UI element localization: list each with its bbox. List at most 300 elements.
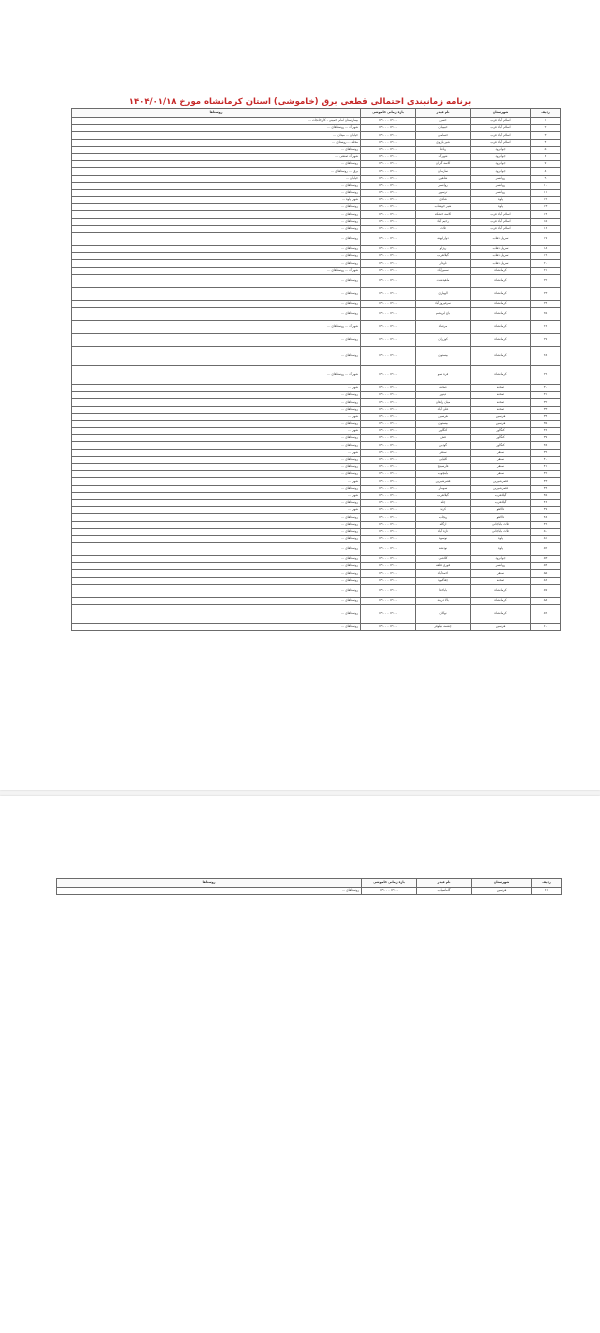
cell-city: سنقر	[471, 464, 531, 471]
cell-feeder: باغ ابریشم	[416, 307, 471, 320]
cell-city: پاوه	[471, 543, 531, 556]
cell-feeder: سمیرآباد	[416, 267, 471, 274]
cell-city: جوانرود	[471, 153, 531, 160]
cell-feeder: نوکان	[416, 605, 471, 624]
cell-city: سرپل ذهاب	[471, 253, 531, 260]
cell-feeder: بیستون	[416, 346, 471, 365]
cell-areas: روستاهای ...	[72, 563, 361, 570]
cell-city: روانسر	[471, 189, 531, 196]
table-row	[72, 118, 561, 125]
table-row	[72, 471, 561, 478]
cell-feeder: علی آباد	[416, 406, 471, 413]
cell-city: هرسین	[471, 413, 531, 420]
cell-feeder: ریژاو	[416, 246, 471, 253]
cell-time: ۱۳:۰۰ - ۱۴:۰۰	[361, 346, 416, 365]
cell-time: ۱۳:۰۰ - ۱۴:۰۰	[361, 287, 416, 300]
cell-city: صحنه	[471, 406, 531, 413]
cell-row-number: ۸	[531, 168, 561, 175]
table-row	[72, 204, 561, 211]
cell-areas: روستاهای ...	[72, 225, 361, 232]
cell-time: ۱۳:۰۰ - ۱۴:۰۰	[361, 499, 416, 506]
cell-row-number: ۳۱	[531, 392, 561, 399]
cell-feeder: کرند	[416, 507, 471, 514]
cell-city: صحنه	[471, 577, 531, 584]
cell-feeder: کاسه گران	[416, 161, 471, 168]
cell-areas: شهرک ... روستاهای ...	[72, 365, 361, 384]
table-row	[72, 563, 561, 570]
cell-time: ۱۳:۰۰ - ۱۴:۰۰	[361, 492, 416, 499]
cell-areas: روستاهای ...	[72, 485, 361, 492]
cell-city: سرپل ذهاب	[471, 233, 531, 246]
cell-city: دالاهو	[471, 514, 531, 521]
cell-city: ثلاث باباجانی	[471, 528, 531, 535]
table-row	[72, 597, 561, 604]
cell-city: پاوه	[471, 204, 531, 211]
table-row	[72, 485, 561, 492]
cell-city: کنگاور	[471, 428, 531, 435]
cell-feeder: بیستون	[416, 420, 471, 427]
cell-city: کرمانشاه	[471, 267, 531, 274]
cell-feeder: رحیم آباد	[416, 218, 471, 225]
cell-row-number: ۵۹	[531, 605, 561, 624]
cell-time: ۱۳:۰۰ - ۱۴:۰۰	[361, 556, 416, 563]
cell-time: ۱۳:۰۰ - ۱۴:۰۰	[361, 175, 416, 182]
cell-row-number: ۱۷	[531, 233, 561, 246]
cell-areas: شهر ...	[72, 449, 361, 456]
cell-row-number: ۱۴	[531, 211, 561, 218]
cell-row-number: ۶	[531, 153, 561, 160]
cell-areas: شهرک ... روستاهای ...	[72, 320, 361, 333]
cell-feeder: کلاشی	[416, 556, 471, 563]
cell-row-number: ۳۵	[531, 420, 561, 427]
table-row	[72, 274, 561, 287]
cell-areas: روستاهای ...	[72, 300, 361, 307]
table-row	[72, 584, 561, 597]
cell-city: کرمانشاه	[471, 365, 531, 384]
cell-areas: شهرک صنعتی ...	[72, 153, 361, 160]
table-row	[72, 333, 561, 346]
cell-areas: روستاهای ...	[72, 333, 361, 346]
cell-city: کرمانشاه	[471, 300, 531, 307]
cell-row-number: ۴۸	[531, 514, 561, 521]
cell-time: ۱۳:۰۰ - ۱۴:۰۰	[361, 597, 416, 604]
cell-city: جوانرود	[471, 146, 531, 153]
table-row	[72, 624, 561, 631]
cell-time: ۱۳:۰۰ - ۱۴:۰۰	[361, 118, 416, 125]
cell-feeder: ماهیدشت	[416, 274, 471, 287]
cell-city: صحنه	[471, 384, 531, 391]
table-row	[72, 253, 561, 260]
cell-time: ۱۳:۰۰ - ۱۴:۰۰	[361, 570, 416, 577]
cell-row-number: ۳۳	[531, 406, 561, 413]
cell-city: سنقر	[471, 449, 531, 456]
cell-feeder: گیلانغرب	[416, 492, 471, 499]
cell-feeder: حبیبیان	[416, 125, 471, 132]
cell-time: ۱۳:۰۰ - ۱۴:۰۰	[361, 514, 416, 521]
cell-feeder: مرصاد	[416, 320, 471, 333]
cell-row-number: ۱۶	[531, 225, 561, 232]
cell-areas: روستاهای ...	[72, 521, 361, 528]
cell-row-number: ۵۰	[531, 528, 561, 535]
table-row	[72, 182, 561, 189]
cell-city: کرمانشاه	[471, 584, 531, 597]
table-row	[72, 413, 561, 420]
table-row	[72, 161, 561, 168]
table-row	[72, 577, 561, 584]
cell-time: ۱۳:۰۰ - ۱۴:۰۰	[361, 333, 416, 346]
document-page-2	[0, 796, 600, 1333]
cell-areas: روستاهای ...	[72, 556, 361, 563]
header-feeder: نام فیدر	[417, 879, 472, 888]
header-city: شهرستان	[472, 879, 532, 888]
cell-time: ۱۳:۰۰ - ۱۴:۰۰	[361, 543, 416, 556]
cell-row-number: ۲۹	[531, 365, 561, 384]
table-row	[72, 521, 561, 528]
table-row	[72, 435, 561, 442]
table-row	[72, 218, 561, 225]
cell-areas: روستاهای ...	[72, 442, 361, 449]
cell-time: ۱۳:۰۰ - ۱۴:۰۰	[361, 478, 416, 485]
cell-city: صحنه	[471, 392, 531, 399]
cell-time: ۱۳:۰۰ - ۱۴:۰۰	[361, 413, 416, 420]
cell-row-number: ۵۵	[531, 570, 561, 577]
schedule-table-continued	[56, 878, 562, 895]
table-row	[72, 189, 561, 196]
cell-areas: روستاهای ...	[72, 246, 361, 253]
cell-time: ۱۳:۰۰ - ۱۴:۰۰	[361, 406, 416, 413]
table-row	[72, 287, 561, 300]
cell-time: ۱۳:۰۰ - ۱۴:۰۰	[361, 392, 416, 399]
cell-time: ۱۳:۰۰ - ۱۴:۰۰	[361, 485, 416, 492]
cell-areas: روستاهای ...	[72, 218, 361, 225]
cell-time: ۱۳:۰۰ - ۱۴:۰۰	[361, 399, 416, 406]
cell-city: هرسین	[472, 888, 532, 895]
cell-row-number: ۱۳	[531, 204, 561, 211]
cell-feeder: قره سو	[416, 365, 471, 384]
cell-time: ۱۳:۰۰ - ۱۴:۰۰	[361, 420, 416, 427]
table-row	[72, 139, 561, 146]
header-time: بازه زمانی خاموشی	[362, 879, 417, 888]
cell-row-number: ۱۱	[531, 189, 561, 196]
table-row	[72, 246, 561, 253]
cell-row-number: ۹	[531, 175, 561, 182]
cell-row-number: ۷	[531, 161, 561, 168]
cell-areas: روستاهای ...	[72, 570, 361, 577]
cell-time: ۱۳:۰۰ - ۱۴:۰۰	[361, 267, 416, 274]
cell-time: ۱۳:۰۰ - ۱۴:۰۰	[361, 563, 416, 570]
cell-areas: شهر پاوه ...	[72, 197, 361, 204]
cell-areas: روستاهای ...	[72, 435, 361, 442]
cell-time: ۱۳:۰۰ - ۱۴:۰۰	[361, 365, 416, 384]
cell-feeder: کلیایی	[416, 456, 471, 463]
cell-city: گیلانغرب	[471, 492, 531, 499]
cell-areas: شهر ...	[72, 507, 361, 514]
cell-row-number: ۱۸	[531, 246, 561, 253]
cell-city: سرپل ذهاب	[471, 260, 531, 267]
table-row	[72, 320, 561, 333]
table-row	[72, 499, 561, 506]
cell-feeder: حسامی	[416, 132, 471, 139]
cell-row-number: ۳۸	[531, 442, 561, 449]
cell-feeder: ریجاب	[416, 514, 471, 521]
table-row	[72, 346, 561, 365]
cell-row-number: ۵۳	[531, 556, 561, 563]
header-time: بازه زمانی خاموشی	[361, 109, 416, 118]
table-row	[72, 406, 561, 413]
cell-time: ۱۳:۰۰ - ۱۴:۰۰	[361, 584, 416, 597]
cell-row-number: ۳	[531, 132, 561, 139]
cell-areas: روستاهای ...	[72, 204, 361, 211]
cell-areas: روستاهای ...	[72, 543, 361, 556]
cell-row-number: ۶۰	[531, 624, 561, 631]
table-row	[72, 168, 561, 175]
cell-row-number: ۴۰	[531, 456, 561, 463]
cell-areas: روستاهای ...	[72, 535, 361, 542]
cell-time: ۱۳:۰۰ - ۱۴:۰۰	[361, 442, 416, 449]
cell-row-number: ۲۴	[531, 300, 561, 307]
table-row	[72, 442, 561, 449]
cell-feeder: نودشه	[416, 543, 471, 556]
cell-areas: روستاهای ...	[72, 528, 361, 535]
cell-time: ۱۳:۰۰ - ۱۴:۰۰	[361, 189, 416, 196]
cell-areas: خیابان ... میدان ...	[72, 132, 361, 139]
cell-city: کنگاور	[471, 442, 531, 449]
cell-row-number: ۳۰	[531, 384, 561, 391]
cell-feeder: شهرک	[416, 153, 471, 160]
cell-feeder: گاماسیاب	[417, 888, 472, 895]
table-row	[72, 146, 561, 153]
cell-row-number: ۲۷	[531, 333, 561, 346]
cell-city: پاوه	[471, 197, 531, 204]
table-row	[72, 211, 561, 218]
cell-feeder: هرسین	[416, 413, 471, 420]
cell-time: ۱۳:۰۰ - ۱۴:۰۰	[361, 605, 416, 624]
cell-feeder: بالا دربند	[416, 597, 471, 604]
cell-row-number: ۵۱	[531, 535, 561, 542]
cell-row-number: ۴۹	[531, 521, 561, 528]
cell-row-number: ۴۴	[531, 485, 561, 492]
cell-city: هرسین	[471, 420, 531, 427]
cell-areas: شهرک ... روستاهای ...	[72, 125, 361, 132]
table-header-row	[57, 879, 562, 888]
header-row-number: ردیف	[531, 109, 561, 118]
table-row	[72, 125, 561, 132]
table-header-row	[72, 109, 561, 118]
cell-time: ۱۳:۰۰ - ۱۴:۰۰	[361, 146, 416, 153]
table-row	[72, 528, 561, 535]
cell-areas: روستاهای ...	[72, 189, 361, 196]
cell-city: کرمانشاه	[471, 274, 531, 287]
cell-areas: روستاهای ...	[72, 182, 361, 189]
cell-row-number: ۵۴	[531, 563, 561, 570]
cell-row-number: ۱۰	[531, 182, 561, 189]
table-row	[57, 888, 562, 895]
cell-feeder: قصرشیرین	[416, 478, 471, 485]
cell-areas: محله ... روستای ...	[72, 139, 361, 146]
cell-areas: روستاهای ...	[72, 420, 361, 427]
cell-feeder: چقاکبود	[416, 577, 471, 584]
cell-time: ۱۳:۰۰ - ۱۴:۰۰	[361, 153, 416, 160]
cell-row-number: ۴۵	[531, 492, 561, 499]
table-row	[72, 225, 561, 232]
cell-areas: روستاهای ...	[72, 499, 361, 506]
cell-feeder: چله	[416, 499, 471, 506]
cell-city: کرمانشاه	[471, 307, 531, 320]
cell-row-number: ۲۱	[531, 267, 561, 274]
cell-time: ۱۳:۰۰ - ۱۴:۰۰	[361, 233, 416, 246]
cell-areas: روستاهای ...	[72, 307, 361, 320]
table-row	[72, 514, 561, 521]
cell-city: کرمانشاه	[471, 287, 531, 300]
cell-city: قصرشیرین	[471, 485, 531, 492]
cell-row-number: ۱۵	[531, 218, 561, 225]
cell-feeder: کنگاور	[416, 428, 471, 435]
cell-areas: روستاهای ...	[72, 464, 361, 471]
cell-time: ۱۳:۰۰ - ۱۴:۰۰	[361, 435, 416, 442]
cell-areas: روستاهای ...	[72, 392, 361, 399]
cell-feeder: تازه آباد	[416, 528, 471, 535]
cell-city: سرپل ذهاب	[471, 246, 531, 253]
header-city: شهرستان	[471, 109, 531, 118]
cell-time: ۱۳:۰۰ - ۱۴:۰۰	[361, 225, 416, 232]
table-row	[72, 260, 561, 267]
cell-time: ۱۳:۰۰ - ۱۴:۰۰	[361, 182, 416, 189]
table-row	[72, 300, 561, 307]
cell-feeder: رباط	[416, 146, 471, 153]
cell-feeder: ثلاث	[416, 225, 471, 232]
cell-row-number: ۴	[531, 139, 561, 146]
cell-time: ۱۳:۰۰ - ۱۴:۰۰	[361, 449, 416, 456]
cell-row-number: ۳۹	[531, 449, 561, 456]
table-row	[72, 365, 561, 384]
cell-time: ۱۳:۰۰ - ۱۴:۰۰	[361, 274, 416, 287]
cell-row-number: ۳۶	[531, 428, 561, 435]
table-row	[72, 449, 561, 456]
cell-city: اسلام آباد غرب	[471, 225, 531, 232]
cell-time: ۱۳:۰۰ - ۱۴:۰۰	[361, 125, 416, 132]
cell-feeder: احمدآباد	[416, 570, 471, 577]
cell-feeder: شیر خوشاب	[416, 204, 471, 211]
cell-areas: برق ... روستاهای ...	[72, 168, 361, 175]
cell-time: ۱۳:۰۰ - ۱۴:۰۰	[361, 428, 416, 435]
cell-row-number: ۶۱	[532, 888, 562, 895]
cell-time: ۱۳:۰۰ - ۱۴:۰۰	[361, 535, 416, 542]
cell-city: جوانرود	[471, 168, 531, 175]
table-row	[72, 556, 561, 563]
cell-row-number: ۴۳	[531, 478, 561, 485]
table-row	[72, 507, 561, 514]
cell-feeder: ازگله	[416, 521, 471, 528]
cell-city: کنگاور	[471, 435, 531, 442]
cell-feeder: نوسود	[416, 535, 471, 542]
cell-areas: شهر ...	[72, 428, 361, 435]
cell-time: ۱۳:۰۰ - ۱۴:۰۰	[361, 253, 416, 260]
cell-row-number: ۵۷	[531, 584, 561, 597]
cell-city: سنقر	[471, 570, 531, 577]
cell-areas: روستاهای ...	[72, 211, 361, 218]
cell-feeder: چشمه نیلوفر	[416, 624, 471, 631]
cell-feeder: قوری قلعه	[416, 563, 471, 570]
cell-feeder: گودین	[416, 442, 471, 449]
cell-city: هرسین	[471, 624, 531, 631]
cell-time: ۱۳:۰۰ - ۱۴:۰۰	[361, 161, 416, 168]
cell-row-number: ۲۵	[531, 307, 561, 320]
cell-row-number: ۳۲	[531, 399, 561, 406]
cell-time: ۱۳:۰۰ - ۱۴:۰۰	[361, 464, 416, 471]
table-row	[72, 175, 561, 182]
cell-city: پاوه	[471, 535, 531, 542]
cell-time: ۱۳:۰۰ - ۱۴:۰۰	[361, 507, 416, 514]
cell-areas: روستاهای ...	[72, 287, 361, 300]
cell-time: ۱۳:۰۰ - ۱۴:۰۰	[361, 211, 416, 218]
cell-feeder: سومار	[416, 485, 471, 492]
cell-areas: روستاهای ...	[72, 161, 361, 168]
cell-city: اسلام آباد غرب	[471, 211, 531, 218]
cell-time: ۱۳:۰۰ - ۱۴:۰۰	[361, 384, 416, 391]
cell-city: ثلاث باباجانی	[471, 521, 531, 528]
cell-areas: شهر ...	[72, 492, 361, 499]
table-row	[72, 132, 561, 139]
table-row	[72, 570, 561, 577]
cell-feeder: ترسور	[416, 189, 471, 196]
cell-feeder: باینچوب	[416, 471, 471, 478]
cell-areas: روستاهای ...	[72, 624, 361, 631]
cell-feeder: دینور	[416, 392, 471, 399]
cell-areas: روستاهای ...	[72, 253, 361, 260]
cell-city: کرمانشاه	[471, 333, 531, 346]
cell-city: کرمانشاه	[471, 597, 531, 604]
document-title: برنامه زمانبندی احتمالی قطعی برق (خاموشی) استان کرمانشاه مورخ ۱۴۰۴/۰۱/۱۸	[128, 97, 472, 107]
cell-feeder: شیر بازوی	[416, 139, 471, 146]
cell-feeder: شادی	[416, 197, 471, 204]
cell-row-number: ۵۶	[531, 577, 561, 584]
cell-areas: روستاهای ...	[72, 274, 361, 287]
table-row	[72, 535, 561, 542]
cell-row-number: ۲۰	[531, 260, 561, 267]
cell-city: کرمانشاه	[471, 605, 531, 624]
table-row	[72, 478, 561, 485]
cell-feeder: کوزران	[416, 333, 471, 346]
cell-time: ۱۳:۰۰ - ۱۴:۰۰	[361, 246, 416, 253]
cell-city: سنقر	[471, 456, 531, 463]
cell-city: اسلام آباد غرب	[471, 132, 531, 139]
table-row	[72, 197, 561, 204]
cell-city: روانسر	[471, 175, 531, 182]
cell-areas: روستاهای ...	[72, 233, 361, 246]
cell-areas: شهرک ... روستاهای ...	[72, 267, 361, 274]
cell-feeder: سنقر	[416, 449, 471, 456]
cell-city: قصرشیرین	[471, 478, 531, 485]
cell-feeder: ناودار	[416, 260, 471, 267]
cell-row-number: ۴۷	[531, 507, 561, 514]
cell-time: ۱۳:۰۰ - ۱۴:۰۰	[361, 139, 416, 146]
cell-row-number: ۲۲	[531, 274, 561, 287]
cell-time: ۱۳:۰۰ - ۱۴:۰۰	[361, 528, 416, 535]
cell-areas: بیمارستان امام خمینی - کارخانجات ...	[72, 118, 361, 125]
table-row	[72, 605, 561, 624]
cell-time: ۱۳:۰۰ - ۱۴:۰۰	[361, 300, 416, 307]
cell-feeder: صحنه	[416, 384, 471, 391]
cell-time: ۱۳:۰۰ - ۱۴:۰۰	[362, 888, 417, 895]
table-row	[72, 428, 561, 435]
cell-row-number: ۴۱	[531, 464, 561, 471]
header-feeder: نام فیدر	[416, 109, 471, 118]
cell-row-number: ۳۴	[531, 413, 561, 420]
table-row	[72, 392, 561, 399]
cell-time: ۱۳:۰۰ - ۱۴:۰۰	[361, 260, 416, 267]
cell-areas: روستاهای ...	[72, 577, 361, 584]
cell-city: جوانرود	[471, 161, 531, 168]
